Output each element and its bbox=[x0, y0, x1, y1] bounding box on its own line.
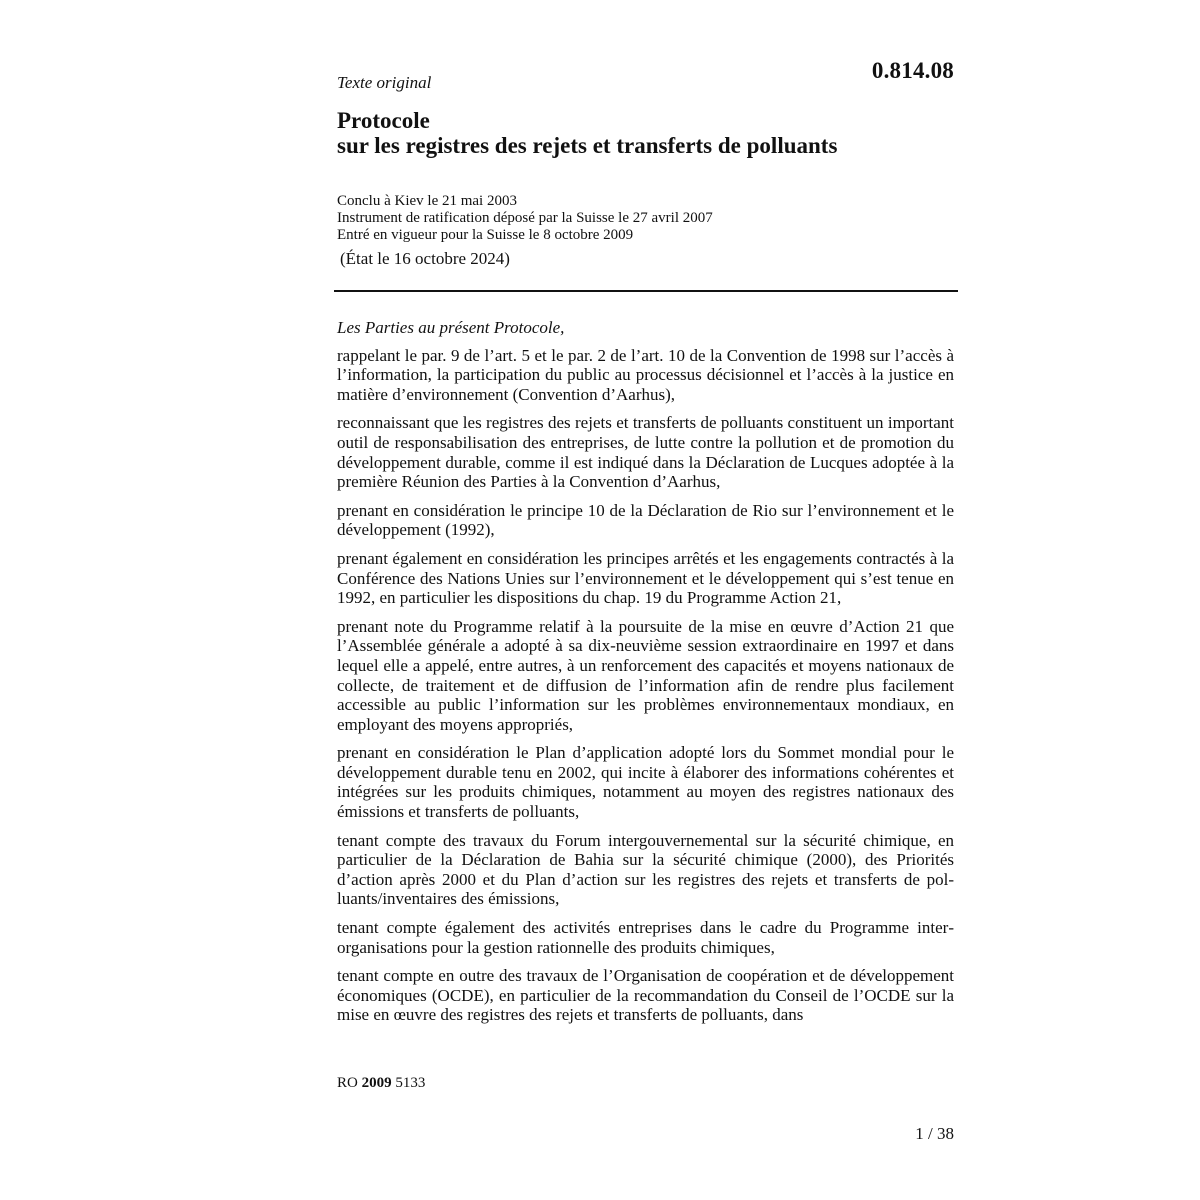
document-metadata bbox=[337, 193, 713, 244]
state-date: (État le 16 octobre 2024) bbox=[340, 249, 510, 268]
preamble-paragraph: tenant compte des travaux du Forum intergouvernemental sur la sécurité chimique, en particulier de la Déclaration de Bahia sur la sécurité chimique (2000), des Priorités d’action après 2000 et du Plan d’action sur les registres des rejets et transferts de polluants/inventaires des émissions, bbox=[337, 830, 954, 909]
page-number: 1 / 38 bbox=[915, 1124, 954, 1143]
ro-page: 5133 bbox=[395, 1075, 426, 1091]
preamble-paragraph: prenant également en considération les principes arrêtés et les engagements contractés à la Conférence des Nations Unies sur l’environnement et le développement qui s’est tenue en 1992, en particulier les dispositions du chap. 19 du Programme Action 21, bbox=[337, 548, 954, 608]
preamble-paragraph: prenant note du Programme relatif à la poursuite de la mise en œuvre d’Action 21 que l’Assemblée générale a adopté à sa dix-neuvième session extraordinaire en 1997 et dans lequel elle a appelé, entre autres, à un renforcement des capacités et moyens nationaux de collecte, de traitement et de diffusion de l’information afin de rendre plus facilement accessible au public l’information sur les problèmes environnementaux mondiaux, en employant des moyens appropriés, bbox=[337, 616, 954, 734]
official-compilation-reference bbox=[337, 1075, 425, 1092]
preamble-paragraph: prenant en considération le Plan d’application adopté lors du Sommet mondial pour le développement durable tenu en 2002, qui incite à élaborer des informations cohérentes et intégrées sur les produits chimiques, notamment au moyen des registres nationaux des émissions et transferts de polluants, bbox=[337, 743, 954, 822]
title-line-2: sur les registres des rejets et transferts de polluants bbox=[337, 133, 838, 158]
original-text-label: Texte original bbox=[337, 73, 432, 92]
preamble-paragraph: tenant compte en outre des travaux de l’Organisation de coopération et de développement économiques (OCDE), en particulier de la recommandation du Conseil de l’OCDE sur la mise en œuvre des registres des rejets et transferts de polluants, dans bbox=[337, 966, 954, 1025]
document-title bbox=[337, 108, 837, 158]
entry-into-force-date: Entré en vigueur pour la Suisse le 8 octobre 2009 bbox=[337, 227, 634, 243]
title-line-1: Protocole bbox=[337, 108, 430, 133]
preamble-paragraph: rappelant le par. 9 de l’art. 5 et le par. 2 de l’art. 10 de la Convention de 1998 sur l’accès à l’information, la participation du public au processus décisionnel et l’accès à la justice en matière d’environnement (Convention d’Aarhus), bbox=[337, 345, 954, 404]
document-number: 0.814.08 bbox=[871, 58, 954, 83]
header-divider bbox=[334, 290, 958, 292]
ro-year: 2009 bbox=[361, 1075, 392, 1091]
ro-prefix: RO bbox=[337, 1075, 358, 1091]
concluded-date: Conclu à Kiev le 21 mai 2003 bbox=[337, 193, 517, 209]
preamble-paragraph: tenant compte également des activités entreprises dans le cadre du Programme interorganisations pour la gestion rationnelle des produits chimiques, bbox=[337, 918, 954, 957]
preamble-intro: Les Parties au présent Protocole, bbox=[337, 318, 565, 337]
ratification-date: Instrument de ratification déposé par la Suisse le 27 avril 2007 bbox=[337, 210, 713, 226]
preamble bbox=[337, 318, 954, 1034]
preamble-paragraph: reconnaissant que les registres des rejets et transferts de polluants constituent un important outil de responsabilisation des entreprises, de lutte contre la pollution et de promotion du développement durable, comme il est indiqué dans la Déclaration de Lucques adoptée à la première Réunion des Parties à la Convention d’Aarhus, bbox=[337, 413, 954, 492]
preamble-paragraph: prenant en considération le principe 10 de la Déclaration de Rio sur l’environnement et le développement (1992), bbox=[337, 500, 954, 540]
